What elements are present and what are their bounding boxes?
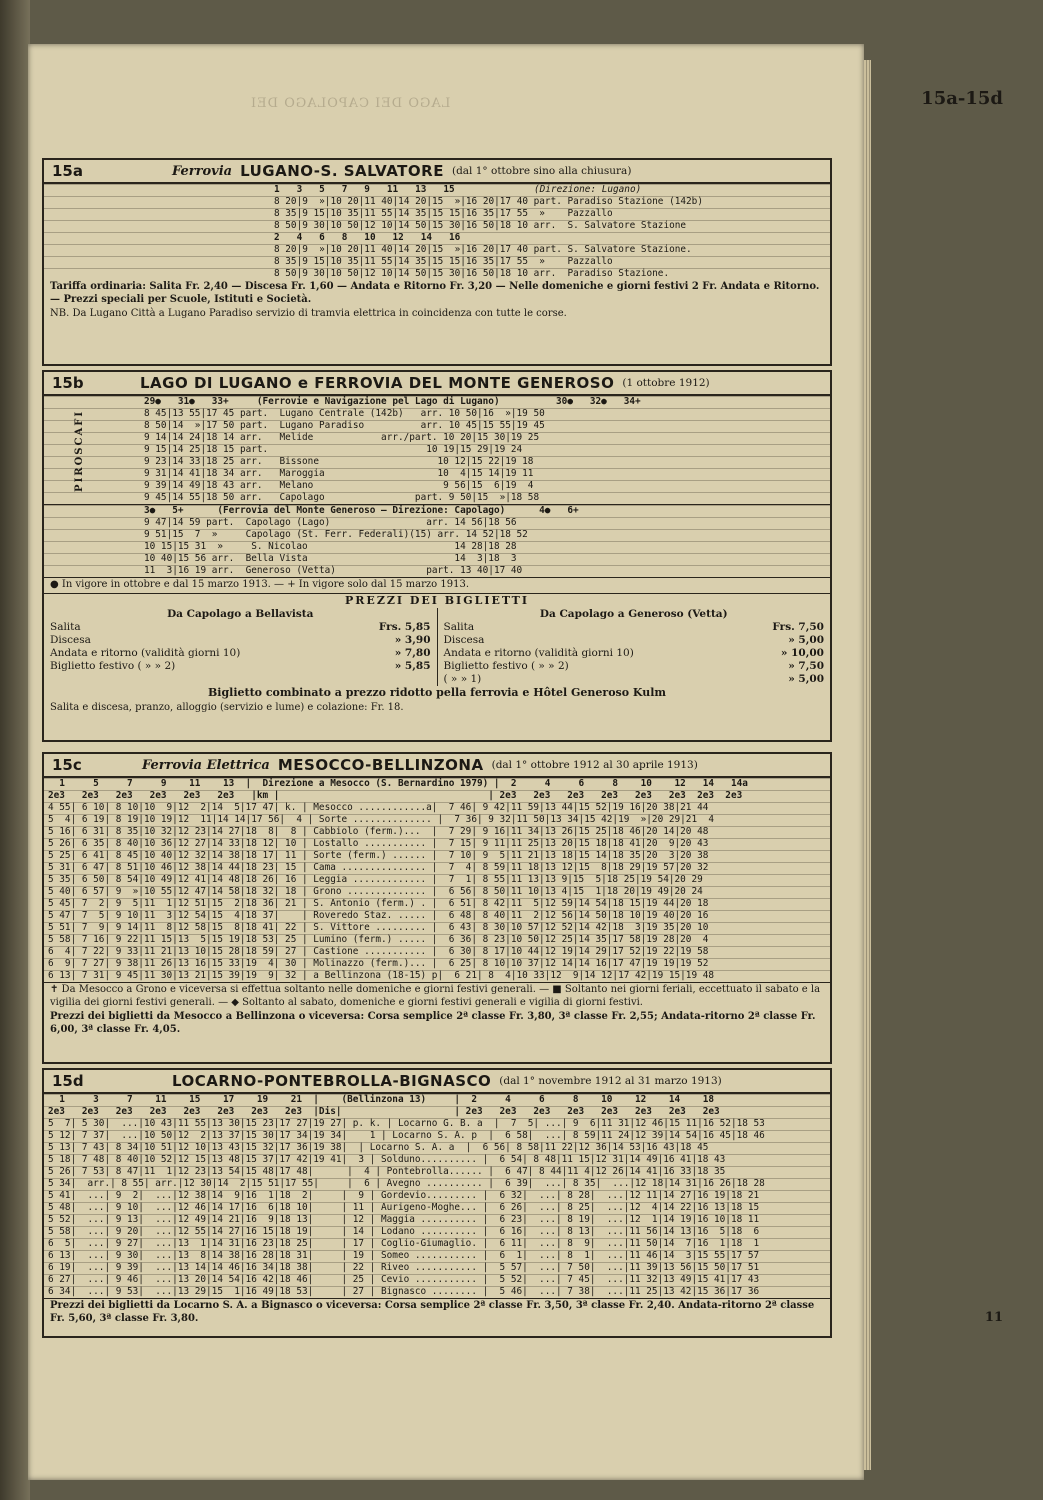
price-row: Biglietto festivo ( » » 2) » 5,85 bbox=[50, 660, 431, 672]
price-row: Andata e ritorno (validità giorni 10) » 7,80 bbox=[50, 647, 431, 659]
table-row: 5 48| ...| 9 10| ...|12 46|14 17|16 6|18 10| | 11 | Aurigeno-Moghe... | 6 26| ...| 8 25| ...|12 4|14 22|16 13|18 15 bbox=[48, 1202, 760, 1213]
table-header: 1 5 7 9 11 13 | Direzione a Mesocco (S. Bernardino 1979) | 2 4 6 8 10 12 14 14a bbox=[48, 778, 748, 789]
price-row: Andata e ritorno (validità giorni 10) » 10,00 bbox=[443, 647, 824, 659]
prices-subtitle: Da Capolago a Bellavista bbox=[167, 608, 314, 620]
table-row: 9 47|14 59 part. Capolago (Lago) arr. 14 56|18 56 bbox=[144, 517, 517, 528]
table-row: 8 20|9 »|10 20|11 40|14 20|15 »|16 20|17 40 part. Paradiso Stazione (142b) bbox=[274, 196, 703, 207]
table-row: 5 47| 7 5| 9 10|11 3|12 54|15 4|18 37| | Roveredo Staz. ..... | 6 48| 8 40|11 2|12 56|14 50|18 10|19 40|20 16 bbox=[48, 910, 709, 921]
table-row: 5 35| 6 50| 8 54|10 49|12 41|14 48|18 26| 16 | Leggia ............. | 7 1| 8 55|11 13|13 9|15 5|18 25|19 54|20 29 bbox=[48, 874, 703, 885]
validity-note: (1 ottobre 1912) bbox=[622, 377, 710, 389]
section-15b bbox=[42, 370, 832, 742]
price-row: Discesa » 3,90 bbox=[50, 634, 431, 646]
table-row: 9 51|15 7 » Capolago (St. Ferr. Federali)(15) arr. 14 52|18 52 bbox=[144, 529, 528, 540]
nb-note: NB. Da Lugano Città a Lugano Paradiso servizio di tramvia elettrica in coincidenza con tutte le corse. bbox=[50, 308, 567, 319]
timetable bbox=[44, 778, 830, 982]
page-number: 15a-15d bbox=[921, 88, 1003, 109]
table-row: 5 34| arr.| 8 55| arr.|12 30|14 2|15 51|17 55| | 6 | Avegno .......... | 6 39| ...| 8 35| ...|12 18|14 31|16 26|18 28 bbox=[48, 1178, 765, 1189]
table-row: 5 7| 5 30| ...|10 43|11 55|13 30|15 23|17 27|19 27| p. k. | Locarno G. B. a | 7 5| ...| 9 6|11 31|12 46|15 11|16 52|18 53 bbox=[48, 1118, 765, 1129]
table-header: 2e3 2e3 2e3 2e3 2e3 2e3 |km | | 2e3 2e3 2e3 2e3 2e3 2e3 2e3 2e3 bbox=[48, 790, 743, 801]
table-row: 5 40| 6 57| 9 »|10 55|12 47|14 58|18 32| 18 | Grono .............. | 6 56| 8 50|11 10|13 4|15 1|18 20|19 49|20 24 bbox=[48, 886, 703, 897]
table-row: 5 13| 7 43| 8 34|10 51|12 10|13 43|15 32|17 36|19 38| | Locarno S. A. a | 6 56| 8 58|11 22|12 36|14 53|16 43|18 45 bbox=[48, 1142, 709, 1153]
table-row: 5 16| 6 31| 8 35|10 32|12 23|14 27|18 8| 8 | Cabbiolo (ferm.)... | 7 29| 9 16|11 34|13 26|15 25|18 46|20 14|20 48 bbox=[48, 826, 709, 837]
direction-label: (Direzione: Lugano) bbox=[534, 184, 642, 195]
table-row: 8 35|9 15|10 35|11 55|14 35|15 15|16 35|17 55 » Pazzallo bbox=[274, 256, 613, 267]
price-row: Salita Frs. 5,85 bbox=[50, 621, 431, 633]
table-row: 5 4| 6 19| 8 19|10 19|12 11|14 14|17 56| 4 | Sorte .............. | 7 36| 9 32|11 50|13 34|15 42|19 »|20 29|21 4 bbox=[48, 814, 715, 825]
railway-label: Ferrovia bbox=[172, 163, 233, 179]
price-row: ( » » 1) » 5,00 bbox=[443, 673, 824, 685]
section-header bbox=[44, 1070, 830, 1094]
table-row: 8 50|9 30|10 50|12 10|14 50|15 30|16 50|18 10 arr. Paradiso Stazione. bbox=[274, 268, 670, 279]
table-row: 5 31| 6 47| 8 51|10 46|12 38|14 44|18 23| 15 | Cama ............... | 7 4| 8 59|11 18|13 12|15 8|18 29|19 57|20 32 bbox=[48, 862, 709, 873]
table-row: 5 41| ...| 9 2| ...|12 38|14 9|16 1|18 2| | 9 | Gordevio......... | 6 32| ...| 8 28| ...|12 11|14 27|16 19|18 21 bbox=[48, 1190, 760, 1201]
table-row: 6 27| ...| 9 46| ...|13 20|14 54|16 42|18 46| | 25 | Cevio ........... | 5 52| ...| 7 45| ...|11 32|13 49|15 41|17 43 bbox=[48, 1274, 760, 1285]
validity-note: (dal 1° ottobre sino alla chiusura) bbox=[451, 165, 632, 177]
validity-note: (dal 1° novembre 1912 al 31 marzo 1913) bbox=[499, 1075, 722, 1087]
section-15c bbox=[42, 752, 832, 1064]
table-row: 5 58| ...| 9 20| ...|12 55|14 27|16 15|18 19| | 14 | Lodano .......... | 6 16| ...| 8 13| ...|11 56|14 13|16 5|18 6 bbox=[48, 1226, 760, 1237]
table-header: 2e3 2e3 2e3 2e3 2e3 2e3 2e3 2e3 |Dis| | 2e3 2e3 2e3 2e3 2e3 2e3 2e3 2e3 bbox=[48, 1106, 720, 1117]
table-row: 6 13| 7 31| 9 45|11 30|13 21|15 39|19 9| 32 | a Bellinzona (18-15) p| 6 21| 8 4|10 33|12 9|14 12|17 42|19 15|19 48 bbox=[48, 970, 715, 981]
table-row: 10 40|15 56 arr. Bella Vista 14 3|18 3 bbox=[144, 553, 517, 564]
page-edges bbox=[864, 60, 871, 1470]
table-row: 5 51| 7 9| 9 14|11 8|12 58|15 8|18 41| 22 | S. Vittore ......... | 6 43| 8 30|10 57|12 52|14 42|18 3|19 35|20 10 bbox=[48, 922, 709, 933]
table-row: 9 39|14 49|18 43 arr. Melano 9 56|15 6|19 4 bbox=[144, 480, 534, 491]
train-numbers: 1 3 5 7 9 11 13 15 bbox=[274, 184, 455, 195]
boat-timetable bbox=[44, 396, 830, 504]
piroscafi-label: PIROSCAFI bbox=[74, 410, 85, 492]
railway-label: Ferrovia Elettrica bbox=[142, 757, 270, 773]
table-row: 11 3|16 19 arr. Generoso (Vetta) part. 13 40|17 40 bbox=[144, 565, 523, 576]
table-row: 8 50|9 30|10 50|12 10|14 50|15 30|16 50|18 10 arr. S. Salvatore Stazione bbox=[274, 220, 687, 231]
price-note: Prezzi dei biglietti da Mesocco a Bellinzona o viceversa: Corsa semplice 2ª classe Fr. 3,80, 3ª classe Fr. 2,55; Andata-ritorno 2ª classe Fr. 6,00, 3ª classe Fr. 4,05. bbox=[50, 1011, 816, 1035]
table-row: 5 52| ...| 9 13| ...|12 49|14 21|16 9|18 13| | 12 | Maggia .......... | 6 23| ...| 8 19| ...|12 1|14 19|16 10|18 11 bbox=[48, 1214, 760, 1225]
table-row: 6 13| ...| 9 30| ...|13 8|14 38|16 28|18 31| | 19 | Someo ........... | 6 1| ...| 8 1| ...|11 46|14 3|15 55|17 57 bbox=[48, 1250, 760, 1261]
prices-generoso bbox=[437, 608, 831, 686]
validity-note: (dal 1° ottobre 1912 al 30 aprile 1913) bbox=[491, 759, 698, 771]
table-row: 6 9| 7 27| 9 38|11 26|13 16|15 33|19 4| 30 | Molinazzo (ferm.)... | 6 25| 8 10|10 37|12 14|14 16|17 47|19 19|19 52 bbox=[48, 958, 709, 969]
prices-subtitle: Da Capolago a Generoso (Vetta) bbox=[539, 608, 728, 620]
combined-ticket-title: Biglietto combinato a prezzo ridotto pella ferrovia e Hôtel Generoso Kulm bbox=[207, 686, 667, 699]
combined-ticket-detail: Salita e discesa, pranzo, alloggio (servizio e lume) e colazione: Fr. 18. bbox=[50, 701, 404, 713]
table-row: 5 26| 6 35| 8 40|10 36|12 27|14 33|18 12| 10 | Lostallo ........... | 7 15| 9 11|11 25|13 20|15 18|18 41|20 9|20 43 bbox=[48, 838, 709, 849]
table-row: 6 19| ...| 9 39| ...|13 14|14 46|16 34|18 38| | 22 | Riveo ........... | 5 57| ...| 7 50| ...|11 39|13 56|15 50|17 51 bbox=[48, 1262, 760, 1273]
vigore-note: ● In vigore in ottobre e dal 15 marzo 1913. — + In vigore solo dal 15 marzo 1913. bbox=[44, 577, 830, 593]
table-row: 9 14|14 24|18 14 arr. Melide arr./part. 10 20|15 30|19 25 bbox=[144, 432, 540, 443]
table-row: 6 5| ...| 9 27| ...|13 1|14 31|16 23|18 25| | 17 | Coglio-Giumaglio. | 6 11| ...| 8 9| ...|11 50|14 7|16 1|18 1 bbox=[48, 1238, 760, 1249]
table-header: 1 3 7 11 15 17 19 21 | (Bellinzona 13) | 2 4 6 8 10 12 14 18 bbox=[48, 1094, 715, 1105]
table-row: 5 12| 7 37| ...|10 50|12 2|13 37|15 30|17 34|19 34| 1 | Locarno S. A. p | 6 58| ...| 8 59|11 24|12 39|14 54|16 45|18 46 bbox=[48, 1130, 765, 1141]
section-code: 15a bbox=[52, 162, 83, 180]
table-row: 6 34| ...| 9 53| ...|13 29|15 1|16 49|18 53| | 27 | Bignasco ........ | 5 46| ...| 7 38| ...|11 25|13 42|15 36|17 36 bbox=[48, 1286, 760, 1297]
table-row: 8 20|9 »|10 20|11 40|14 20|15 »|16 20|17 40 part. S. Salvatore Stazione. bbox=[274, 244, 692, 255]
table-row: 5 26| 7 53| 8 47|11 1|12 23|13 54|15 48|17 48| | 4 | Pontebrolla...... | 6 47| 8 44|11 4|12 26|14 41|16 33|18 35 bbox=[48, 1166, 726, 1177]
section-header bbox=[44, 754, 830, 778]
section-header bbox=[44, 372, 830, 396]
section-title: LOCARNO-PONTEBROLLA-BIGNASCO bbox=[172, 1072, 492, 1090]
section-15a bbox=[42, 158, 832, 366]
tariff-note: Tariffa ordinaria: Salita Fr. 2,40 — Discesa Fr. 1,60 — Andata e Ritorno Fr. 3,20 — Nelle domeniche e giorni festivi 2 Fr. Andata e Ritorno. — Prezzi speciali per Scuole, Istituti e Società. bbox=[50, 281, 820, 305]
prices-bellavista bbox=[44, 608, 437, 686]
table-row: 4 55| 6 10| 8 10|10 9|12 2|14 5|17 47| k. | Mesocco ............a| 7 46| 9 42|11 59|13 44|15 52|19 16|20 38|21 44 bbox=[48, 802, 709, 813]
section-title: LUGANO-S. SALVATORE bbox=[240, 162, 444, 180]
train-numbers: 2 4 6 8 10 12 14 16 bbox=[274, 232, 461, 243]
table-row: 5 58| 7 16| 9 22|11 15|13 5|15 19|18 53| 25 | Lumino (ferm.) ..... | 6 36| 8 23|10 50|12 25|14 35|17 58|19 28|20 4 bbox=[48, 934, 709, 945]
section-title: MESOCCO-BELLINZONA bbox=[277, 756, 484, 774]
table-row: 5 25| 6 41| 8 45|10 40|12 32|14 38|18 17| 11 | Sorte (ferm.) ...... | 7 10| 9 5|11 21|13 18|15 14|18 35|20 3|20 38 bbox=[48, 850, 709, 861]
section-code: 15d bbox=[52, 1072, 84, 1090]
price-row: Biglietto festivo ( » » 2) » 7,50 bbox=[443, 660, 824, 672]
table-row: 8 45|13 55|17 45 part. Lugano Centrale (142b) arr. 10 50|16 »|19 50 bbox=[144, 408, 545, 419]
table-row: 9 45|14 55|18 50 arr. Capolago part. 9 50|15 »|18 58 bbox=[144, 492, 540, 503]
table-row: 10 15|15 31 » S. Nicolao 14 28|18 28 bbox=[144, 541, 517, 552]
table-row: 8 35|9 15|10 35|11 55|14 35|15 15|16 35|17 55 » Pazzallo bbox=[274, 208, 613, 219]
table-row: 5 45| 7 2| 9 5|11 1|12 51|15 2|18 36| 21 | S. Antonio (ferm.) . | 6 51| 8 42|11 5|12 59|14 54|18 15|19 44|20 18 bbox=[48, 898, 709, 909]
table-row: 6 4| 7 22| 9 33|11 21|13 10|15 28|18 59| 27 | Castione ........... | 6 30| 8 17|10 44|12 19|14 29|17 52|19 22|19 58 bbox=[48, 946, 709, 957]
table-row: 9 15|14 25|18 15 part. 10 19|15 29|19 24 bbox=[144, 444, 523, 455]
section-code: 15c bbox=[52, 756, 82, 774]
table-row: 8 50|14 »|17 50 part. Lugano Paradiso arr. 10 45|15 55|19 45 bbox=[144, 420, 545, 431]
section-header bbox=[44, 160, 830, 184]
table-row: 9 31|14 41|18 34 arr. Maroggia 10 4|15 14|19 11 bbox=[144, 468, 534, 479]
prices-title: PREZZI DEI BIGLIETTI bbox=[44, 593, 830, 609]
service-note: ✝ Da Mesocco a Grono e viceversa si effettua soltanto nelle domeniche e giorni festivi generali. — ■ Soltanto nei giorni feriali, eccettuato il sabato e la vigilia dei giorni festivi generali. — ◆ Soltanto al sabato, domeniche e giorni festivi generali e vigilia di giorni festivi. bbox=[44, 982, 830, 1010]
timetable bbox=[44, 1094, 830, 1298]
section-15d bbox=[42, 1068, 832, 1338]
prices-columns bbox=[44, 608, 830, 686]
mirror-show-through-text: LAGO DEI CAPOLAGO DEI bbox=[250, 96, 451, 111]
section-code: 15b bbox=[52, 374, 84, 392]
table-row: 5 18| 7 48| 8 40|10 52|12 15|13 48|15 37|17 42|19 41| 3 | Solduno.......... | 6 54| 8 48|11 15|12 31|14 49|16 41|18 43 bbox=[48, 1154, 726, 1165]
book-binding bbox=[0, 0, 30, 1500]
table-header: 29● 31● 33+ (Ferrovie e Navigazione pel Lago di Lugano) 30● 32● 34+ bbox=[144, 396, 641, 407]
price-row: Salita Frs. 7,50 bbox=[443, 621, 824, 633]
timetable-up bbox=[44, 184, 830, 280]
folio-number: 11 bbox=[984, 1310, 1003, 1325]
section-title: LAGO DI LUGANO e FERROVIA DEL MONTE GENEROSO bbox=[140, 374, 615, 392]
table-row: 9 23|14 33|18 25 arr. Bissone 10 12|15 22|19 18 bbox=[144, 456, 534, 467]
price-row: Discesa » 5,00 bbox=[443, 634, 824, 646]
price-note: Prezzi dei biglietti da Locarno S. A. a Bignasco o viceversa: Corsa semplice 2ª classe Fr. 3,50, 3ª classe Fr. 2,40. Andata-ritorno 2ª classe Fr. 5,60, 3ª classe Fr. 3,80. bbox=[44, 1298, 830, 1326]
rail-timetable bbox=[44, 504, 830, 577]
table-header: 3● 5+ (Ferrovia del Monte Generoso — Direzione: Capolago) 4● 6+ bbox=[144, 505, 579, 516]
